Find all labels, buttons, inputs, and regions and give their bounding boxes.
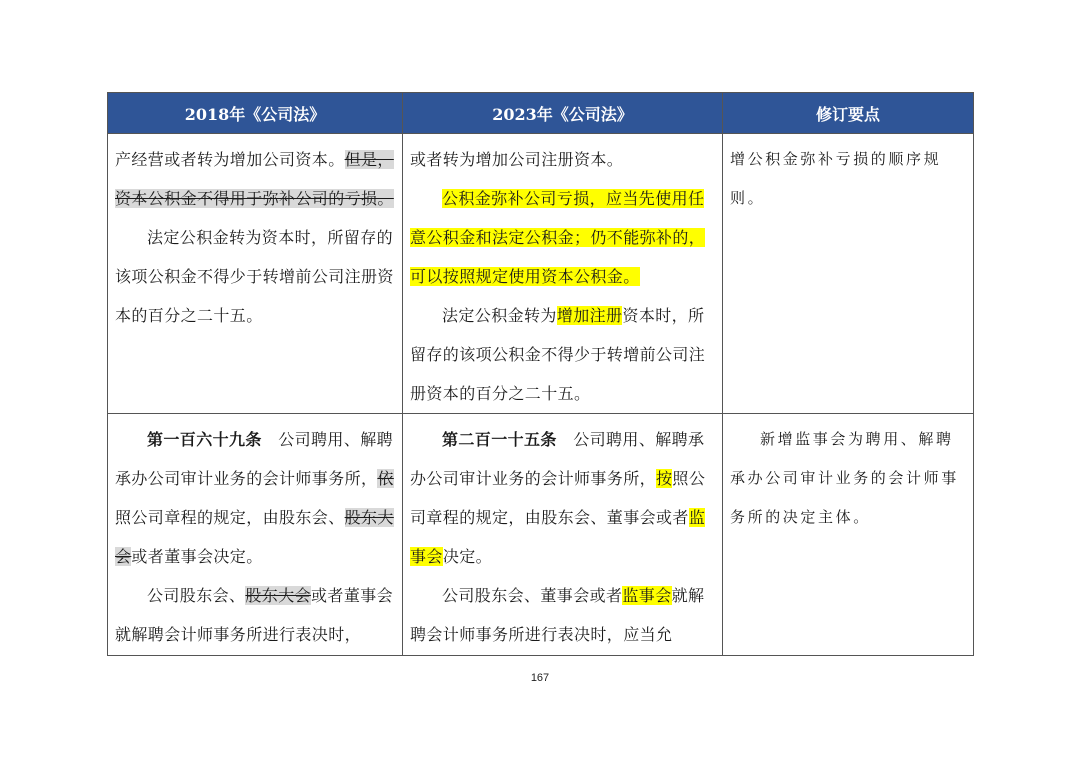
text-run: 资本时，所留存的该项公积金不得少于转增前公司注册资本的百分之二十五。: [410, 306, 706, 403]
table-header-row: [108, 93, 974, 134]
cell-2023-law: [403, 414, 723, 656]
text-run: 公司聘用、解聘承办公司审计业务的会计师事务所，: [115, 430, 394, 488]
paragraph: [410, 420, 716, 576]
article-number: 第二百一十五条: [442, 430, 557, 449]
header-2018-law: 2018年《公司法》: [108, 93, 403, 134]
deleted-text: 但是，资本公积金不得用于弥补公司的亏损。: [115, 150, 394, 208]
text-run: 法定公积金转为: [442, 306, 557, 325]
text-run: 产经营或者转为增加公司资本。: [115, 150, 345, 169]
deleted-text: 股东大会: [245, 586, 312, 605]
deleted-text: 股东大会: [115, 508, 394, 566]
header-2023-law: 2023年《公司法》: [403, 93, 723, 134]
article-number: 第一百六十九条: [147, 430, 262, 449]
text-run: 或者董事会就解聘会计师事务所进行表决时，: [115, 586, 394, 644]
text-run: 或者董事会决定。: [131, 547, 263, 566]
added-text-highlight: 监事会: [410, 508, 706, 566]
text-run: 公司股东会、: [147, 586, 246, 605]
revision-note: 增公积金弥补亏损的顺序规则。: [730, 150, 942, 207]
cell-revision-note: [723, 134, 974, 414]
paragraph: 或者转为增加公司注册资本。: [410, 150, 624, 169]
added-text-highlight: 增加注册: [556, 306, 623, 325]
text-run: 决定。: [442, 547, 493, 566]
deleted-text: 依: [377, 469, 394, 488]
added-text-highlight: 监事会: [622, 586, 672, 605]
revision-note: 新增监事会为聘用、解聘承办公司审计业务的会计师事务所的决定主体。: [730, 430, 959, 526]
text-run: 就解聘会计师事务所进行表决时，应当允: [410, 586, 705, 644]
text-run: 照公司章程的规定，由股东会、董事会或者: [410, 469, 706, 527]
text-run: 公司聘用、解聘承办公司审计业务的会计师事务所，: [410, 430, 705, 488]
page-number: 167: [530, 672, 550, 684]
cell-2018-law: [108, 414, 403, 656]
added-text-highlight: 公积金弥补公司亏损，应当先使用任意公积金和法定公积金；仍不能弥补的，可以按照规定使用资本公积金。: [410, 189, 706, 286]
cell-revision-note: [723, 414, 974, 656]
cell-2023-law: [403, 134, 723, 414]
text-run: 照公司章程的规定，由股东会、: [115, 508, 345, 527]
paragraph: [115, 140, 396, 218]
table-row: [108, 414, 974, 656]
paragraph: [410, 179, 716, 296]
added-text-highlight: 按: [656, 469, 673, 488]
cell-2018-law: [108, 134, 403, 414]
header-revision-points: 修订要点: [723, 93, 974, 134]
text-run: 公司股东会、董事会或者: [442, 586, 623, 605]
paragraph: [410, 576, 716, 654]
paragraph: [115, 576, 396, 654]
law-comparison-table: [107, 92, 974, 656]
paragraph: 法定公积金转为资本时，所留存的该项公积金不得少于转增前公司注册资本的百分之二十五。: [115, 228, 394, 325]
paragraph: [115, 420, 396, 576]
paragraph: [410, 296, 716, 413]
table-row: [108, 134, 974, 414]
